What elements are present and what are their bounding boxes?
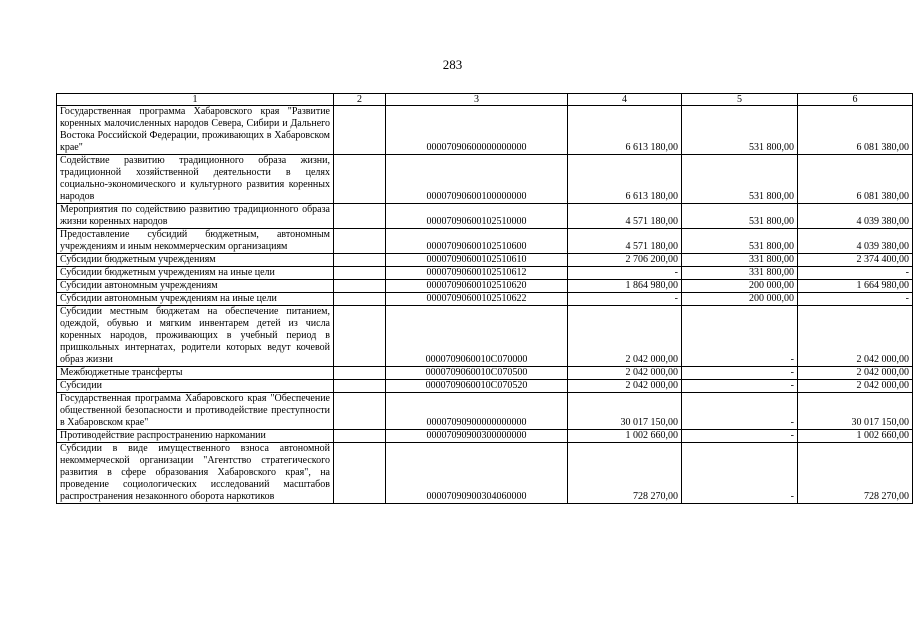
table-row <box>57 293 913 306</box>
row-amount-col5: - <box>682 443 798 504</box>
row-amount-col6: 1 002 660,00 <box>798 430 913 443</box>
row-col2 <box>334 155 386 204</box>
row-col2 <box>334 393 386 430</box>
row-code: 00007090600102510000 <box>386 204 568 229</box>
row-col2 <box>334 267 386 280</box>
row-amount-col6: 30 017 150,00 <box>798 393 913 430</box>
row-col2 <box>334 430 386 443</box>
row-col2 <box>334 443 386 504</box>
row-amount-col6: 6 081 380,00 <box>798 106 913 155</box>
row-amount-col4: 1 002 660,00 <box>568 430 682 443</box>
row-code: 0000709060010C070520 <box>386 380 568 393</box>
row-name: Субсидии местным бюджетам на обеспечение питанием, одеждой, обувью и мягким инвентарем детей из числа коренных народов, проживающих в учебный период в пришкольных интернатах, родители которых ведут кочевой образ жизни <box>57 306 334 367</box>
row-amount-col6: 4 039 380,00 <box>798 204 913 229</box>
row-amount-col6: 2 042 000,00 <box>798 306 913 367</box>
row-col2 <box>334 306 386 367</box>
table-row <box>57 393 913 430</box>
row-col2 <box>334 254 386 267</box>
row-col2 <box>334 204 386 229</box>
row-code: 00007090900304060000 <box>386 443 568 504</box>
row-amount-col4: 2 042 000,00 <box>568 367 682 380</box>
table-body <box>57 94 913 504</box>
row-code: 00007090600100000000 <box>386 155 568 204</box>
row-code: 00007090900300000000 <box>386 430 568 443</box>
row-amount-col6: 2 042 000,00 <box>798 367 913 380</box>
row-amount-col4: - <box>568 267 682 280</box>
row-code: 00007090600102510622 <box>386 293 568 306</box>
row-code: 00007090600102510612 <box>386 267 568 280</box>
table-row <box>57 267 913 280</box>
table-row <box>57 367 913 380</box>
row-name: Субсидии в виде имущественного взноса автономной некоммерческой организации "Агентство стратегического развития в сфере образования Хабаровского края", на проведение социологических исследований масштабов распространения незаконного оборота наркотиков <box>57 443 334 504</box>
column-number: 5 <box>682 94 798 106</box>
row-code: 00007090600000000000 <box>386 106 568 155</box>
row-amount-col4: 6 613 180,00 <box>568 106 682 155</box>
column-number: 6 <box>798 94 913 106</box>
row-name: Предоставление субсидий бюджетным, автономным учреждениям и иным некоммерческим организациям <box>57 229 334 254</box>
row-amount-col6: 1 664 980,00 <box>798 280 913 293</box>
row-name: Государственная программа Хабаровского края "Обеспечение общественной безопасности и противодействие преступности в Хабаровском крае" <box>57 393 334 430</box>
row-amount-col6: 6 081 380,00 <box>798 155 913 204</box>
budget-table <box>56 93 913 504</box>
row-amount-col5: 200 000,00 <box>682 280 798 293</box>
table-row <box>57 380 913 393</box>
table-row <box>57 306 913 367</box>
row-amount-col6: - <box>798 293 913 306</box>
row-amount-col6: 728 270,00 <box>798 443 913 504</box>
row-amount-col5: 331 800,00 <box>682 267 798 280</box>
row-amount-col5: - <box>682 430 798 443</box>
row-amount-col5: 531 800,00 <box>682 229 798 254</box>
row-name: Государственная программа Хабаровского края "Развитие коренных малочисленных народов Севера, Сибири и Дальнего Востока Российской Федерации, проживающих в Хабаровском крае" <box>57 106 334 155</box>
row-amount-col4: 728 270,00 <box>568 443 682 504</box>
row-amount-col5: - <box>682 367 798 380</box>
table-row <box>57 280 913 293</box>
row-amount-col5: - <box>682 393 798 430</box>
row-amount-col5: 331 800,00 <box>682 254 798 267</box>
row-col2 <box>334 106 386 155</box>
row-amount-col4: 2 042 000,00 <box>568 380 682 393</box>
row-amount-col4: 4 571 180,00 <box>568 204 682 229</box>
table-row <box>57 443 913 504</box>
row-col2 <box>334 367 386 380</box>
row-amount-col6: 2 374 400,00 <box>798 254 913 267</box>
table-row <box>57 106 913 155</box>
row-amount-col6: 2 042 000,00 <box>798 380 913 393</box>
row-code: 00007090600102510600 <box>386 229 568 254</box>
table-row <box>57 229 913 254</box>
row-name: Субсидии бюджетным учреждениям <box>57 254 334 267</box>
row-amount-col4: 2 042 000,00 <box>568 306 682 367</box>
row-amount-col6: 4 039 380,00 <box>798 229 913 254</box>
row-amount-col4: 4 571 180,00 <box>568 229 682 254</box>
row-amount-col4: 6 613 180,00 <box>568 155 682 204</box>
row-amount-col4: 1 864 980,00 <box>568 280 682 293</box>
column-number: 4 <box>568 94 682 106</box>
row-code: 0000709060010C070500 <box>386 367 568 380</box>
column-number-row <box>57 94 913 106</box>
table-row <box>57 430 913 443</box>
row-name: Мероприятия по содействию развитию традиционного образа жизни коренных народов <box>57 204 334 229</box>
column-number: 3 <box>386 94 568 106</box>
page-number: 283 <box>442 57 463 72</box>
row-name: Межбюджетные трансферты <box>57 367 334 380</box>
row-col2 <box>334 229 386 254</box>
table-row <box>57 155 913 204</box>
row-amount-col5: 531 800,00 <box>682 155 798 204</box>
row-amount-col6: - <box>798 267 913 280</box>
table-row <box>57 254 913 267</box>
row-amount-col5: 531 800,00 <box>682 106 798 155</box>
row-code: 00007090600102510620 <box>386 280 568 293</box>
row-amount-col5: 200 000,00 <box>682 293 798 306</box>
row-amount-col4: 2 706 200,00 <box>568 254 682 267</box>
row-name: Субсидии автономным учреждениям на иные цели <box>57 293 334 306</box>
table-row <box>57 204 913 229</box>
row-name: Содействие развитию традиционного образа жизни, традиционной хозяйственной деятельности в целях социально-экономического и культурного развития коренных народов <box>57 155 334 204</box>
row-name: Субсидии <box>57 380 334 393</box>
row-code: 00007090900000000000 <box>386 393 568 430</box>
row-code: 00007090600102510610 <box>386 254 568 267</box>
row-amount-col4: 30 017 150,00 <box>568 393 682 430</box>
column-number: 2 <box>334 94 386 106</box>
row-amount-col5: - <box>682 380 798 393</box>
row-name: Субсидии автономным учреждениям <box>57 280 334 293</box>
row-name: Противодействие распространению наркомании <box>57 430 334 443</box>
row-amount-col5: 531 800,00 <box>682 204 798 229</box>
row-col2 <box>334 293 386 306</box>
row-amount-col5: - <box>682 306 798 367</box>
row-col2 <box>334 280 386 293</box>
row-code: 0000709060010C070000 <box>386 306 568 367</box>
row-amount-col4: - <box>568 293 682 306</box>
column-number: 1 <box>57 94 334 106</box>
row-name: Субсидии бюджетным учреждениям на иные цели <box>57 267 334 280</box>
row-col2 <box>334 380 386 393</box>
